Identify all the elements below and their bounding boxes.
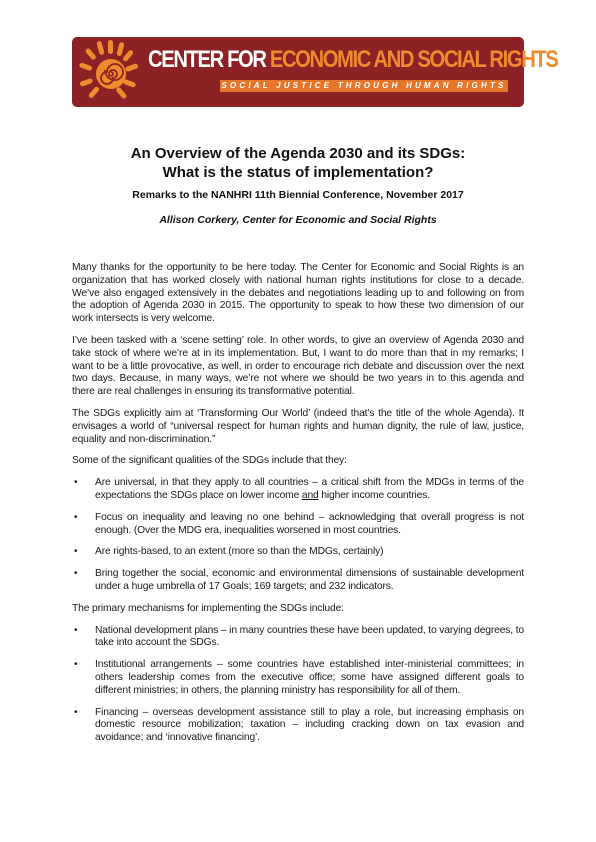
list-item [72, 659, 524, 697]
bullet-icon: • [74, 546, 78, 558]
list-item [72, 546, 524, 559]
bullet-icon: • [74, 511, 78, 523]
list-item [72, 568, 524, 594]
document-title [40, 144, 556, 182]
org-name-part2: ECONOMIC AND SOCIAL RIGHTS [269, 46, 558, 73]
list-item-text: Are universal, in that they apply to all countries – a critical shift from the MDGs in terms of the expectations the SDGs place on lower income [95, 477, 524, 501]
bullet-icon: • [74, 477, 78, 489]
list-item [72, 707, 524, 745]
list-item [72, 477, 524, 503]
bullet-icon: • [74, 568, 78, 580]
bullet-icon: • [74, 624, 78, 636]
tagline-bar [220, 80, 508, 92]
title-line-1: An Overview of the Agenda 2030 and its SDGs: [130, 145, 466, 162]
list-item-text: Financing – overseas development assistance still to play a role, but increasing emphasis on domestic resource mobilization; taxation – including cracking down on tax evasion and avoidance; and ‘innovative financing’. [95, 706, 524, 744]
list-item-text: National development plans – in many countries these have been updated, to varying degrees, to take into account the SDGs. [95, 624, 524, 649]
paragraph-intro: Many thanks for the opportunity to be here today. The Center for Economic and Social Rights is an organization that has worked closely with national human rights institutions for close to a decade. We’ve also engaged extensively in the debates and negotiations leading up to and following on from the adoption of Agenda 2030 in 2015. The opportunity to speak to how these two dimension of our work intersects is very welcome. [72, 262, 524, 325]
list-item [72, 512, 524, 538]
paragraph-sdg-aim: The SDGs explicitly aim at ‘Transforming Our World’ (indeed that’s the title of the whole Agenda). It envisages a world of “universal respect for human rights and human dignity, the rule of law, justice, equality and non-discrimination.” [72, 407, 524, 445]
list-item-text: Are rights-based, to an extent (more so than the MDGs, certainly) [95, 546, 384, 558]
bullet-icon: • [74, 659, 78, 671]
paragraph-qualities-intro: Some of the significant qualities of the SDGs include that they: [72, 455, 347, 467]
list-item-text: Institutional arrangements – some countries have established inter-ministerial committees; in others leadership comes from the executive office; some have assigned different goals to different ministries; in others, the planning ministry has responsibility for all of them. [95, 659, 524, 696]
tagline: SOCIAL JUSTICE THROUGH HUMAN RIGHTS [221, 81, 507, 90]
title-line-2: What is the status of implementation? [162, 164, 434, 181]
list-item-text-end: higher income countries. [318, 489, 430, 501]
document-subtitle: Remarks to the NANHRI 11th Biennial Conference, November 2017 [132, 189, 464, 201]
underlined-word: and [301, 489, 319, 501]
org-name-part1: CENTER FOR [148, 46, 270, 73]
organization-name [148, 46, 558, 74]
bullet-icon: • [74, 706, 78, 718]
list-item-text: Bring together the social, economic and environmental dimensions of sustainable development under a huge umbrella of 17 Goals; 169 targets; and 232 indicators. [95, 568, 524, 592]
implementation-mechanisms-list [72, 625, 524, 745]
paragraph-scene-setting: I’ve been tasked with a ‘scene setting’ role. In other words, to give an overview of Agenda 2030 and take stock of where we’re at in its implementation. But, I want to do more than that in my remarks; I want to be a little provocative, as well, in order to encourage rich debate and discussion over the next two days. Because, in many ways, we’re not where we should be two years in to this agenda and there are real challenges in ensuring its transformative potential. [72, 334, 524, 398]
document-body [72, 262, 524, 754]
author-line: Allison Corkery, Center for Economic and Social Rights [159, 214, 437, 226]
hands-spiral-logo-icon [78, 39, 144, 105]
list-item [72, 625, 524, 651]
list-item-text: Focus on inequality and leaving no one behind – acknowledging that overall progress is not enough. (Over the MDG era, inequalities worsened in most countries. [95, 511, 524, 536]
header-banner [72, 37, 558, 107]
paragraph-mechanisms-intro: The primary mechanisms for implementing the SDGs include: [72, 602, 344, 614]
sdg-qualities-list [72, 477, 524, 594]
